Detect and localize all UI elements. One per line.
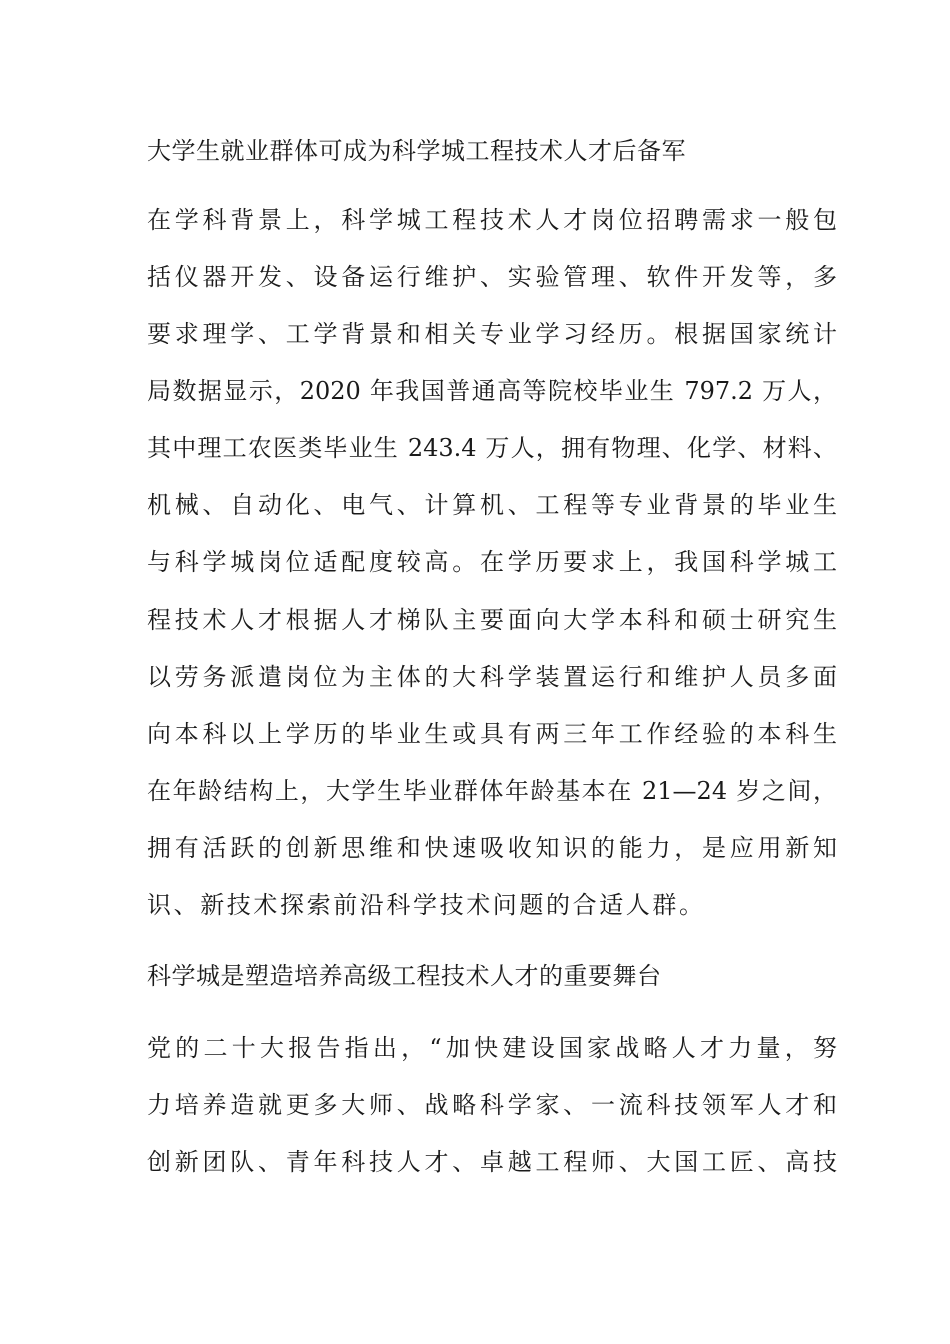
section1-line-8: 程技术人才根据人才梯队主要面向大学本科和硕士研究生 (147, 606, 837, 634)
section1-line-1: 在学科背景上，科学城工程技术人才岗位招聘需求一般包 (147, 206, 837, 234)
section1-heading: 大学生就业群体可成为科学城工程技术人才后备军 (147, 137, 686, 165)
section1-line-10: 向本科以上学历的毕业生或具有两三年工作经验的本科生 (147, 720, 837, 748)
section2-heading: 科学城是塑造培养高级工程技术人才的重要舞台 (147, 962, 662, 990)
section2-line-3: 创新团队、青年科技人才、卓越工程师、大国工匠、高技 (147, 1148, 837, 1176)
section1-line-11: 在年龄结构上，大学生毕业群体年龄基本在 21—24 岁之间， (147, 777, 837, 805)
section1-line-9: 以劳务派遣岗位为主体的大科学装置运行和维护人员多面 (147, 663, 837, 691)
section1-line-6: 机械、自动化、电气、计算机、工程等专业背景的毕业生 (147, 491, 837, 519)
section1-line-7: 与科学城岗位适配度较高。在学历要求上，我国科学城工 (147, 548, 837, 576)
section1-line-3: 要求理学、工学背景和相关专业学习经历。根据国家统计 (147, 320, 837, 348)
section1-line-12: 拥有活跃的创新思维和快速吸收知识的能力，是应用新知 (147, 834, 837, 862)
section1-line-4: 局数据显示，2020 年我国普通高等院校毕业生 797.2 万人， (147, 377, 837, 405)
section1-line-5: 其中理工农医类毕业生 243.4 万人，拥有物理、化学、材料、 (147, 434, 837, 462)
section2-line-1: 党的二十大报告指出，“加快建设国家战略人才力量，努 (147, 1034, 837, 1062)
section1-line-2: 括仪器开发、设备运行维护、实验管理、软件开发等，多 (147, 263, 837, 291)
section1-line-13: 识、新技术探索前沿科学技术问题的合适人群。 (147, 891, 706, 919)
section2-line-2: 力培养造就更多大师、战略科学家、一流科技领军人才和 (147, 1091, 837, 1119)
